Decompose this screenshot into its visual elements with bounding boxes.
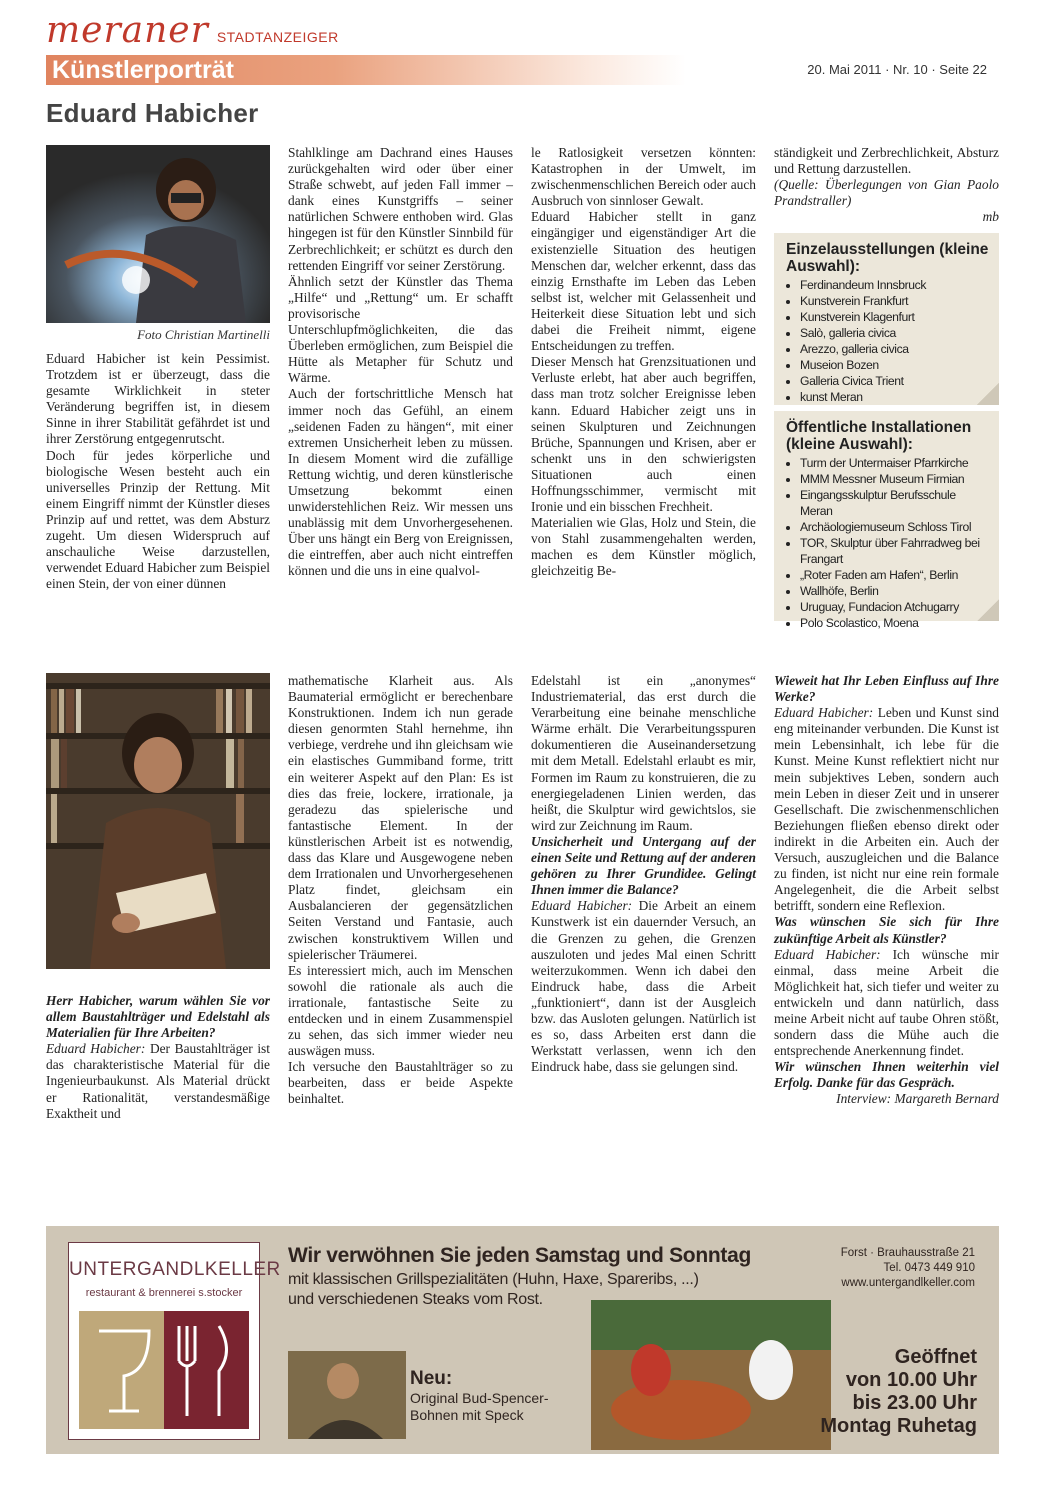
box-title: Öffentliche Installationen (kleine Auswahl): xyxy=(786,419,972,453)
paragraph: mathematische Klarheit aus. Als Baumaterial ermöglicht er berechenbare Konstruktionen. Indem ich nun gerade diesen genormten Stahl hernehme, ihn verbiege, verdrehe und ihn gleichsam wie ein elastisches Gummiband forme, tritt ein weiterer Aspekt auf den Plan: Es ist dies das freie, lockere, irrationale, ja geradezu das spielerische und fantastische Element. In der künstlerischen Arbeit ist es notwendig, dass das Klare und Ausgewogene neben dem Irrationalen und Unvorhergesehenen Platz findet, gleichsam ein Ausbalancieren der gegensätzlichen Seiten Verstand und Fantasie, auch zwischen konstruktivem Willen und spielerischer Träumerei. xyxy=(288,673,513,962)
address-line: Forst · Brauhausstraße 21 xyxy=(840,1247,975,1259)
new-offer xyxy=(410,1368,549,1424)
dateline: 20. Mai 2011 · Nr. 10 · Seite 22 xyxy=(807,62,987,77)
opening-hours xyxy=(820,1346,977,1438)
interview-column-2 xyxy=(288,673,513,1108)
interview-column-4 xyxy=(774,673,999,1108)
paragraph: Materialien wie Glas, Holz und Stein, die von Stahl zusammengehalten werden, machen es dem Künstler möglich, gleichzeitig Be- xyxy=(531,515,756,579)
welding-photo xyxy=(46,145,270,323)
paragraph: Dieser Mensch hat Grenzsituationen und Verluste erlebt, hat aber auch begriffen, dass man trotz solcher Ereignisse leben kann. Eduard Habicher zeigt uns in seinen Skulpturen und Zeichnungen Brüche, Spannungen und Krisen, aber er schenkt uns in den schwierigsten Situationen auch einen Hoffnungsschimmer, vermischt mit Ironie und ein bisschen Frechheit. xyxy=(531,354,756,515)
speaker-label: Eduard Habicher: xyxy=(46,1041,146,1057)
interview-question: Unsicherheit und Untergang auf der einen Seite und Rettung auf der anderen gehören zu Ihrer Grundidee. Gelingt Ihnen immer die Balance? xyxy=(531,833,756,898)
portrait-photo xyxy=(46,673,270,969)
list-item: • Turm der Untermaiser Pfarrkirche xyxy=(800,455,989,471)
interview-closing: Wir wünschen Ihnen weiterhin viel Erfolg. Danke für das Gespräch. xyxy=(774,1059,999,1091)
list-item: • „Roter Faden am Hafen“, Berlin xyxy=(800,567,989,583)
hours-line: Montag Ruhetag xyxy=(820,1415,977,1437)
installations-list xyxy=(786,455,989,631)
paragraph: Eduard Habicher ist kein Pessimist. Trotzdem ist er überzeugt, dass die gesamte Wirklichkeit in steter Veränderung begriffen ist, in diesem Sinne in ihrer Stabilität gefährdet ist und ihrer Zerstörung entgegenrutscht. xyxy=(46,351,270,447)
list-item: • Salò, galleria civica xyxy=(800,325,989,341)
installations-box xyxy=(774,411,999,630)
list-item: • Ferdinandeum Innsbruck xyxy=(800,277,989,293)
interview-answer xyxy=(46,1041,270,1121)
article-column-1 xyxy=(46,351,270,592)
phone-line: Tel. 0473 449 910 xyxy=(883,1262,975,1274)
photo-caption: Foto Christian Martinelli xyxy=(137,327,270,342)
ad-address xyxy=(841,1246,975,1291)
hours-line: von 10.00 Uhr xyxy=(845,1369,977,1391)
restaurant-logo xyxy=(68,1242,281,1440)
list-item: • MMM Messner Museum Firmian xyxy=(800,471,989,487)
page-curl-icon xyxy=(977,599,999,621)
list-item: • Polo Scolastico, Moena xyxy=(800,615,989,631)
paragraph: le Ratlosigkeit versetzen könnten: Katastrophen in der Umwelt, im zwischenmenschlichen Bereich oder auch Ausbruch von sinnloser Gewalt. xyxy=(531,145,756,209)
speaker-label: Eduard Habicher: xyxy=(774,946,881,962)
answer-text: Leben und Kunst sind eng miteinander verbunden. Die Kunst ist mein Lebensinhalt, ich lebe für die Kunst. Meine Kunst reflektiert nicht nur mein subjektives Leben, sondern auch mein Leben in dieser Zeit und in unserer Gesellschaft. Die zwischenmenschlichen Beziehungen fließen ebenso direkt oder indirekt in die Arbeiten ein. Auch der Versuch, auszugleichen und die Balance zu finden, ist nicht nur eine rein formale Angelegenheit, die die Arbeit selbst betrifft, sondern eine Reflexion. xyxy=(774,705,1000,914)
paragraph: Ähnlich setzt der Künstler das Thema „Hilfe“ und „Rettung“ um. Er schafft provisorische Unterschlupfmöglichkeiten, die das Überleben ermöglichen, zum Beispiel die Hütte als Metapher für Schutz und Wärme. xyxy=(288,273,513,386)
ad-headline: Wir verwöhnen Sie jeden Samstag und Sonntag xyxy=(288,1244,751,1267)
list-item: • Arezzo, galleria civica xyxy=(800,341,989,357)
box-title: Einzelausstellungen (kleine Auswahl): xyxy=(786,241,989,275)
paragraph: Eduard Habicher stellt in ganz eingängiger und eigenständiger Art die existenzielle Situation des heutigen Menschen dar, welcher erkennt, dass das einzig Ernsthafte im Leben das Leben selbst ist, welcher mit Gelassenheit und Heiterkeit diese Situation lebt und sich dabei die Freiheit nimmt, eigene Entscheidungen zu treffen. xyxy=(531,209,756,354)
list-item: • Galleria Civica Trient xyxy=(800,373,989,389)
exhibitions-box xyxy=(774,233,999,405)
answer-text: Die Arbeit an einem Kunstwerk ist ein dauernder Versuch, an die Grenzen zu gehen, die Grenzen auszuloten und jedes Mal einen Schritt weiterzukommen. Wenn ich dabei den Eindruck habe, dass die Arbeit „funktioniert“, dann ist der Ausgleich bzw. das Ausloten gelungen. Natürlich ist es so, dass Arbeiten erst dann die Werkstatt verlassen, wenn ich den Eindruck habe, dass sie gelungen sind. xyxy=(531,898,756,1075)
author-initials: mb xyxy=(982,209,999,225)
list-item: • kunst Meran xyxy=(800,389,989,405)
article-column-4 xyxy=(774,145,999,225)
interview-answer xyxy=(774,705,999,914)
paragraph: ständigkeit und Zerbrechlichkeit, Absturz und Rettung darzustellen. xyxy=(774,145,999,177)
hours-line: bis 23.00 Uhr xyxy=(852,1392,977,1414)
interview-question: Was wünschen Sie sich für Ihre zukünftige Arbeit als Künstler? xyxy=(774,914,999,946)
hours-line: Geöffnet xyxy=(894,1346,977,1368)
article-headline: Eduard Habicher xyxy=(46,98,259,128)
section-banner xyxy=(46,55,686,85)
list-item: • TOR, Skulptur über Fahrradweg bei Frangart xyxy=(800,535,989,567)
article-column-3 xyxy=(531,145,756,580)
answer-text: Der Baustahlträger ist das charakteristische Material für die Ingenieurbaukunst. Als Material drückt er Rationalität, verstandesmäßige Exaktheit und xyxy=(46,1041,270,1121)
answer-text: Ich wünsche mir einmal, dass meine Arbeit die Möglichkeit hat, sich tiefer und weiter zu entwickeln und dann natürlich, dass meine Arbeit nicht auf taube Ohren stößt, sondern dass die Mühe auch die entsprechende Anerkennung findet. xyxy=(774,946,1000,1059)
list-item: • Eingangsskulptur Berufsschule Meran xyxy=(800,487,989,519)
new-dish: Bohnen mit Speck xyxy=(410,1407,524,1423)
interview-answer xyxy=(774,947,999,1060)
section-title: Künstlerporträt xyxy=(52,56,234,84)
speaker-label: Eduard Habicher: xyxy=(774,705,874,721)
paragraph: Edelstahl ist ein „anonymes“ Industriematerial, das erst durch die Verarbeitung eine beinahe menschliche Wärme erhält. Die Verarbeitungsspuren dokumentieren die Auseinandersetzung mit dem Metall. Edelstahl erlaubt es mir, Formen im Raum zu konstruieren, die zu energiegeladenen Linien werden, das heißt, die Skulptur wird gewichtslos, sie wird zur Zeichnung im Raum. xyxy=(531,673,756,833)
newspaper-logo: meraner xyxy=(46,10,209,51)
newspaper-subtitle: STADTANZEIGER xyxy=(216,29,339,45)
website-link[interactable]: www.untergandlkeller.com xyxy=(841,1277,975,1289)
interview-question: Herr Habicher, warum wählen Sie vor allem Baustahlträger und Edelstahl als Materialien für Ihre Arbeiten? xyxy=(46,993,270,1041)
page-curl-icon xyxy=(977,383,999,405)
glass-cutlery-icon xyxy=(79,1311,249,1429)
interview-question: Wieweit hat Ihr Leben Einfluss auf Ihre Werke? xyxy=(774,673,999,705)
paragraph: Stahlklinge am Dachrand eines Hauses zurückgehalten wird oder über einer Straße schwebt, auf jeden Fall immer – dank eines Kunstgriffs – seiner natürlichen Schwere enthoben wird. Glas hingegen ist für den Künstler Sinnbild für Zerbrechlichkeit; er schützt es durch den rettenden Eingriff vor seiner Zerstörung. xyxy=(288,145,513,273)
paragraph: Es interessiert mich, auch im Menschen sowohl die rationale als auch die irrationale, fantastische Seite zu entdecken und in einem Zusammenspiel zu sehen, das sich immer wieder neu auswägen muss. xyxy=(288,962,513,1059)
source-note: (Quelle: Überlegungen von Gian Paolo Prandstraller) xyxy=(774,177,999,209)
bud-spencer-photo xyxy=(288,1351,406,1439)
new-dish: Original Bud-Spencer- xyxy=(410,1390,549,1406)
list-item: • Archäologiemuseum Schloss Tirol xyxy=(800,519,989,535)
interview-column-1 xyxy=(46,993,270,1122)
exhibitions-list xyxy=(786,277,989,405)
list-item: • Uruguay, Fundacion Atchugarry xyxy=(800,599,989,615)
paragraph: Doch für jedes körperliche und biologische Wesen besteht auch ein universelles Prinzip der Rettung. Mit einem Eingriff nimmt der Künstler dieses Prinzip auf und rettet, was dem Absturz zugeht. Um diesen Widerspruch auf anschauliche Weise darzustellen, verwendet Eduard Habicher zum Beispiel einen Stein, der von einer dünnen xyxy=(46,447,270,592)
list-item: • Museion Bozen xyxy=(800,357,989,373)
restaurant-advertisement[interactable] xyxy=(46,1226,999,1454)
masthead xyxy=(46,10,686,52)
restaurant-name: UNTERGANDLKELLER xyxy=(69,1259,281,1280)
interview-credit: Interview: Margareth Bernard xyxy=(836,1091,999,1107)
restaurant-tagline: restaurant & brennerei s.stocker xyxy=(85,1287,243,1299)
grill-photo xyxy=(591,1300,831,1450)
speaker-label: Eduard Habicher: xyxy=(531,898,633,914)
interview-answer xyxy=(531,898,756,1075)
ad-line: und verschiedenen Steaks vom Rost. xyxy=(288,1291,543,1308)
new-label: Neu: xyxy=(410,1368,453,1389)
ad-line: mit klassischen Grillspezialitäten (Huhn, Haxe, Spareribs, ...) xyxy=(288,1271,699,1288)
paragraph: Ich versuche den Baustahlträger so zu bearbeiten, dass er beide Aspekte beinhaltet. xyxy=(288,1059,513,1107)
list-item: • Kunstverein Frankfurt xyxy=(800,293,989,309)
article-column-2 xyxy=(288,145,513,580)
list-item: • Wallhöfe, Berlin xyxy=(800,583,989,599)
interview-column-3 xyxy=(531,673,756,1075)
list-item: • Kunstverein Klagenfurt xyxy=(800,309,989,325)
paragraph: Auch der fortschrittliche Mensch hat immer noch das Gefühl, an einem „seidenen Faden zu hängen“, mit einer extremen Unsicherheit leben zu müssen. In diesem Moment wird die zufällige Rettung wichtig, und deren künstlerische Umsetzung bekommt einen unwiderstehlichen Reiz. Wir messen uns unablässig mit dem Unvorhergesehenen. Über uns hängt ein Berg von Ereignissen, die eintreffen, aber auch nicht eintreffen können und die uns in eine qualvol- xyxy=(288,386,513,579)
